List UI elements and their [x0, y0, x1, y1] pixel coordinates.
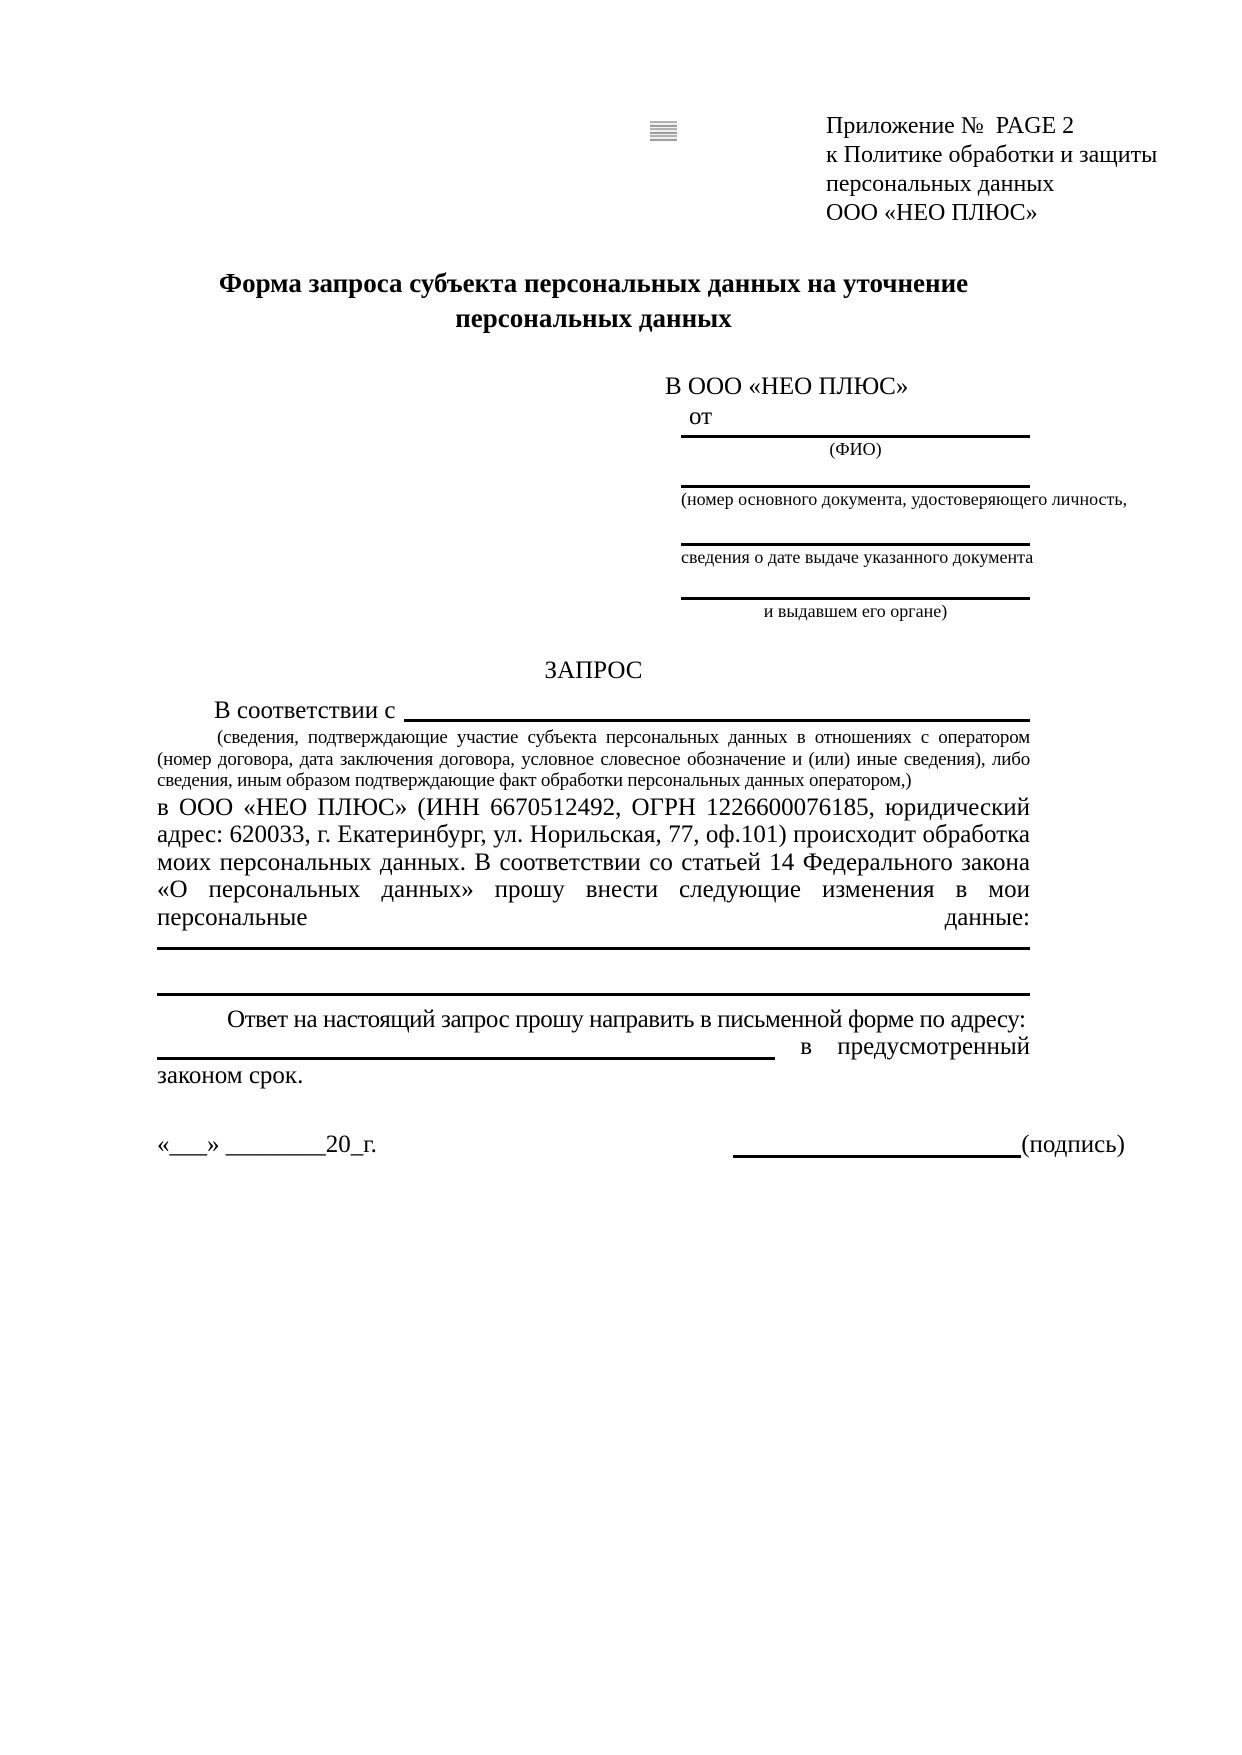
reply-tail: законом срок. [157, 1062, 304, 1089]
blank-write-line [157, 993, 1030, 996]
document-title: Форма запроса субъекта персональных данных на уточнение персональных данных [218, 268, 969, 333]
fio-caption: (ФИО) [829, 439, 882, 459]
issue-date-caption: сведения о дате выдаче указанного документа [681, 547, 1034, 567]
date-blank: «___» ________20_г. [157, 1131, 377, 1158]
appendix-block [826, 112, 1157, 228]
issuing-authority-caption: и выдавшем его органе) [763, 601, 948, 621]
request-footnote: (сведения, подтверждающие участие субъекта персональных данных в отношениях с оператором (номер договора, дата заключения договора, условное словесное обозначение и (или) иные сведения), либо сведения, иным образом подтверждающие факт обработки персональных данных оператором,) [157, 727, 1030, 791]
request-body: в ООО «НЕО ПЛЮС» (ИНН 6670512492, ОГРН 1226600076185, юридический адрес: 620033, г. Екатеринбург, ул. Норильская, 77, оф.101) происходит обработка моих персональных данных. В соответствии со статьей 14 Федерального закона «О персональных данных» прошу внести следующие изменения в мои персональные данные: [157, 793, 1030, 931]
signature-row [157, 1131, 1125, 1158]
accordance-blank-line [404, 697, 1030, 722]
reply-address-row [157, 1033, 1030, 1060]
appendix-line: персональных данных [826, 171, 1055, 197]
issuing-authority-field [681, 568, 1030, 622]
issue-date-field [681, 510, 1034, 568]
document-number-caption: (номер основного документа, удостоверяющего личность, [681, 489, 1128, 509]
address-blank-line [157, 1033, 775, 1060]
signature-group [733, 1131, 1125, 1158]
appendix-line: к Политике обработки и защиты [826, 142, 1158, 168]
accordance-row [157, 697, 1030, 725]
addressee-from-label: от [689, 403, 713, 430]
appendix-line: Приложение № PAGE 2 [826, 113, 1075, 139]
reply-word: предусмотренный [837, 1033, 1030, 1060]
accordance-prefix: В соответствии с [214, 697, 396, 724]
field-code-artifact-icon [650, 121, 677, 141]
appendix-line: ООО «НЕО ПЛЮС» [826, 200, 1038, 226]
issuing-authority-blank-line [681, 568, 1030, 600]
reply-word: в [800, 1033, 813, 1060]
issue-date-blank-line [681, 510, 1030, 546]
document-number-field [681, 460, 1128, 510]
blank-write-line [157, 947, 1030, 950]
signature-caption: (подпись) [1021, 1131, 1125, 1158]
signature-blank-line [733, 1131, 1021, 1158]
addressee-organization: В ООО «НЕО ПЛЮС» [665, 373, 909, 400]
reply-sentence: Ответ на настоящий запрос прошу направить в письменной форме по адресу: [227, 1006, 1026, 1033]
document-number-blank-line [681, 460, 1030, 488]
addressee-block [665, 372, 1128, 622]
fio-field [681, 432, 1030, 460]
request-heading: ЗАПРОС [544, 657, 643, 684]
